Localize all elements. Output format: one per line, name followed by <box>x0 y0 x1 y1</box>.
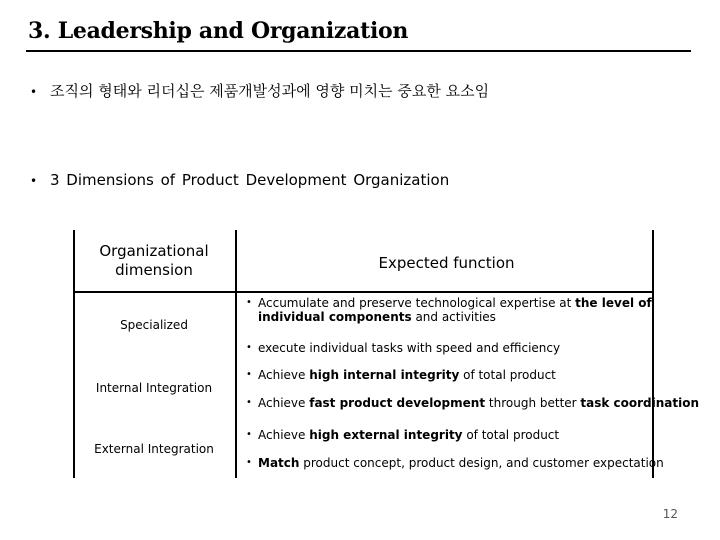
function-item <box>246 341 560 355</box>
function-item <box>246 396 699 410</box>
bullet-icon: • <box>246 429 252 440</box>
dimension-internal-integration: Internal Integration <box>95 381 213 395</box>
table-header-rule-right <box>237 291 654 293</box>
function-item <box>246 428 559 442</box>
header-expected-function: Expected function <box>378 254 515 272</box>
table-header-rule-left <box>73 291 235 293</box>
function-text: Achieve high external integrity of total product <box>258 428 560 442</box>
title-underline <box>26 50 691 52</box>
dimension-specialized: Specialized <box>120 318 188 332</box>
bullet-icon: • <box>246 342 252 353</box>
function-item <box>246 296 652 324</box>
bullet-text: 3 Dimensions of Product Development Organization <box>50 171 450 189</box>
function-text: Match product concept, product design, and customer expectation <box>258 456 664 470</box>
bullet-icon: • <box>246 457 252 468</box>
function-item <box>246 456 664 470</box>
function-text: Accumulate and preserve technological expertise at the level of individual components and activities <box>258 296 652 324</box>
bullet-icon: • <box>246 369 252 380</box>
bullet-korean-summary <box>30 80 489 101</box>
organization-dimensions-table <box>73 230 700 478</box>
bullet-icon: • <box>246 297 252 308</box>
function-text: Achieve high internal integrity of total product <box>258 368 556 382</box>
function-text: Achieve fast product development through better task coordination <box>258 396 700 410</box>
function-text: execute individual tasks with speed and efficiency <box>258 341 561 355</box>
bullet-icon: • <box>30 174 38 188</box>
bullet-icon: • <box>246 397 252 408</box>
bullet-three-dimensions <box>30 171 449 189</box>
slide-title: 3. Leadership and Organization <box>28 18 409 44</box>
bullet-text: 조직의 형태와 리더십은 제품개발성과에 영향 미치는 중요한 요소임 <box>50 82 490 100</box>
header-dimension-line1: Organizational <box>99 242 209 260</box>
page-number: 12 <box>662 507 678 521</box>
dimension-external-integration: External Integration <box>94 442 214 456</box>
table-divider <box>235 230 237 478</box>
header-dimension-line2: dimension <box>115 261 193 279</box>
bullet-icon: • <box>30 85 38 99</box>
header-dimension <box>73 242 235 280</box>
function-item <box>246 368 556 382</box>
